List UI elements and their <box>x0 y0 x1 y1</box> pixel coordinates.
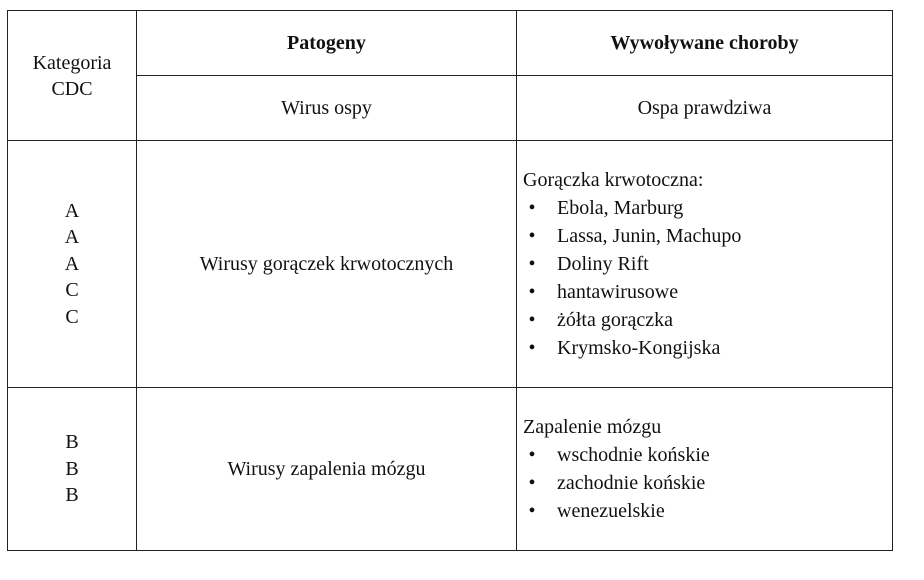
bullet-icon: • <box>528 197 536 219</box>
bullet-icon: • <box>528 225 536 247</box>
list-item <box>523 441 892 469</box>
list-item <box>523 250 892 278</box>
header-category-line1: Kategoria <box>32 51 112 74</box>
pathogen-cell: Wirusy gorączek krwotocznych <box>137 141 517 388</box>
list-item-text: hantawirusowe <box>557 281 679 303</box>
list-item-text: żółta gorączka <box>557 309 674 331</box>
bullet-icon: • <box>528 444 536 466</box>
category-letter: A <box>64 226 80 249</box>
pathogen-cell: Wirusy zapalenia mózgu <box>137 388 517 551</box>
category-letter: C <box>65 279 79 302</box>
bullet-icon: • <box>528 472 536 494</box>
table-row <box>8 76 893 141</box>
list-item-text: wschodnie końskie <box>557 444 710 466</box>
list-item-text: wenezuelskie <box>557 500 665 522</box>
list-item-text: Doliny Rift <box>557 253 649 275</box>
list-item-text: zachodnie końskie <box>557 472 706 494</box>
list-item <box>523 278 892 306</box>
category-letter: B <box>65 431 79 454</box>
category-letter: B <box>65 457 79 480</box>
disease-list <box>523 441 892 525</box>
list-item <box>523 469 892 497</box>
list-item <box>523 334 892 362</box>
header-diseases-cell: Wywoływane choroby <box>517 11 893 76</box>
category-cell <box>8 388 137 551</box>
table-row <box>8 388 893 551</box>
table-row <box>8 141 893 388</box>
bullet-icon: • <box>528 337 536 359</box>
disease-cell <box>517 141 893 388</box>
header-category-cell <box>8 11 137 141</box>
list-item <box>523 194 892 222</box>
list-item <box>523 222 892 250</box>
disease-cell: Ospa prawdziwa <box>517 76 893 141</box>
list-item <box>523 306 892 334</box>
table-header-row <box>8 11 893 76</box>
category-letter: A <box>64 252 80 275</box>
list-item-text: Lassa, Junin, Machupo <box>557 225 742 247</box>
bullet-icon: • <box>528 309 536 331</box>
header-pathogens-cell: Patogeny <box>137 11 517 76</box>
disease-lead: Gorączka krwotoczna: <box>523 169 704 191</box>
category-letter: B <box>65 484 79 507</box>
category-letter: A <box>64 199 80 222</box>
disease-cell <box>517 388 893 551</box>
list-item <box>523 497 892 525</box>
bullet-icon: • <box>528 500 536 522</box>
category-letter: C <box>65 305 79 328</box>
bullet-icon: • <box>528 253 536 275</box>
header-category-line2: CDC <box>51 77 93 100</box>
cdc-pathogen-table <box>7 10 893 551</box>
pathogen-cell: Wirus ospy <box>137 76 517 141</box>
list-item-text: Krymsko-Kongijska <box>557 337 721 359</box>
disease-lead: Zapalenie mózgu <box>523 416 662 438</box>
disease-list <box>523 194 892 362</box>
list-item-text: Ebola, Marburg <box>557 197 684 219</box>
category-cell <box>8 141 137 388</box>
bullet-icon: • <box>528 281 536 303</box>
